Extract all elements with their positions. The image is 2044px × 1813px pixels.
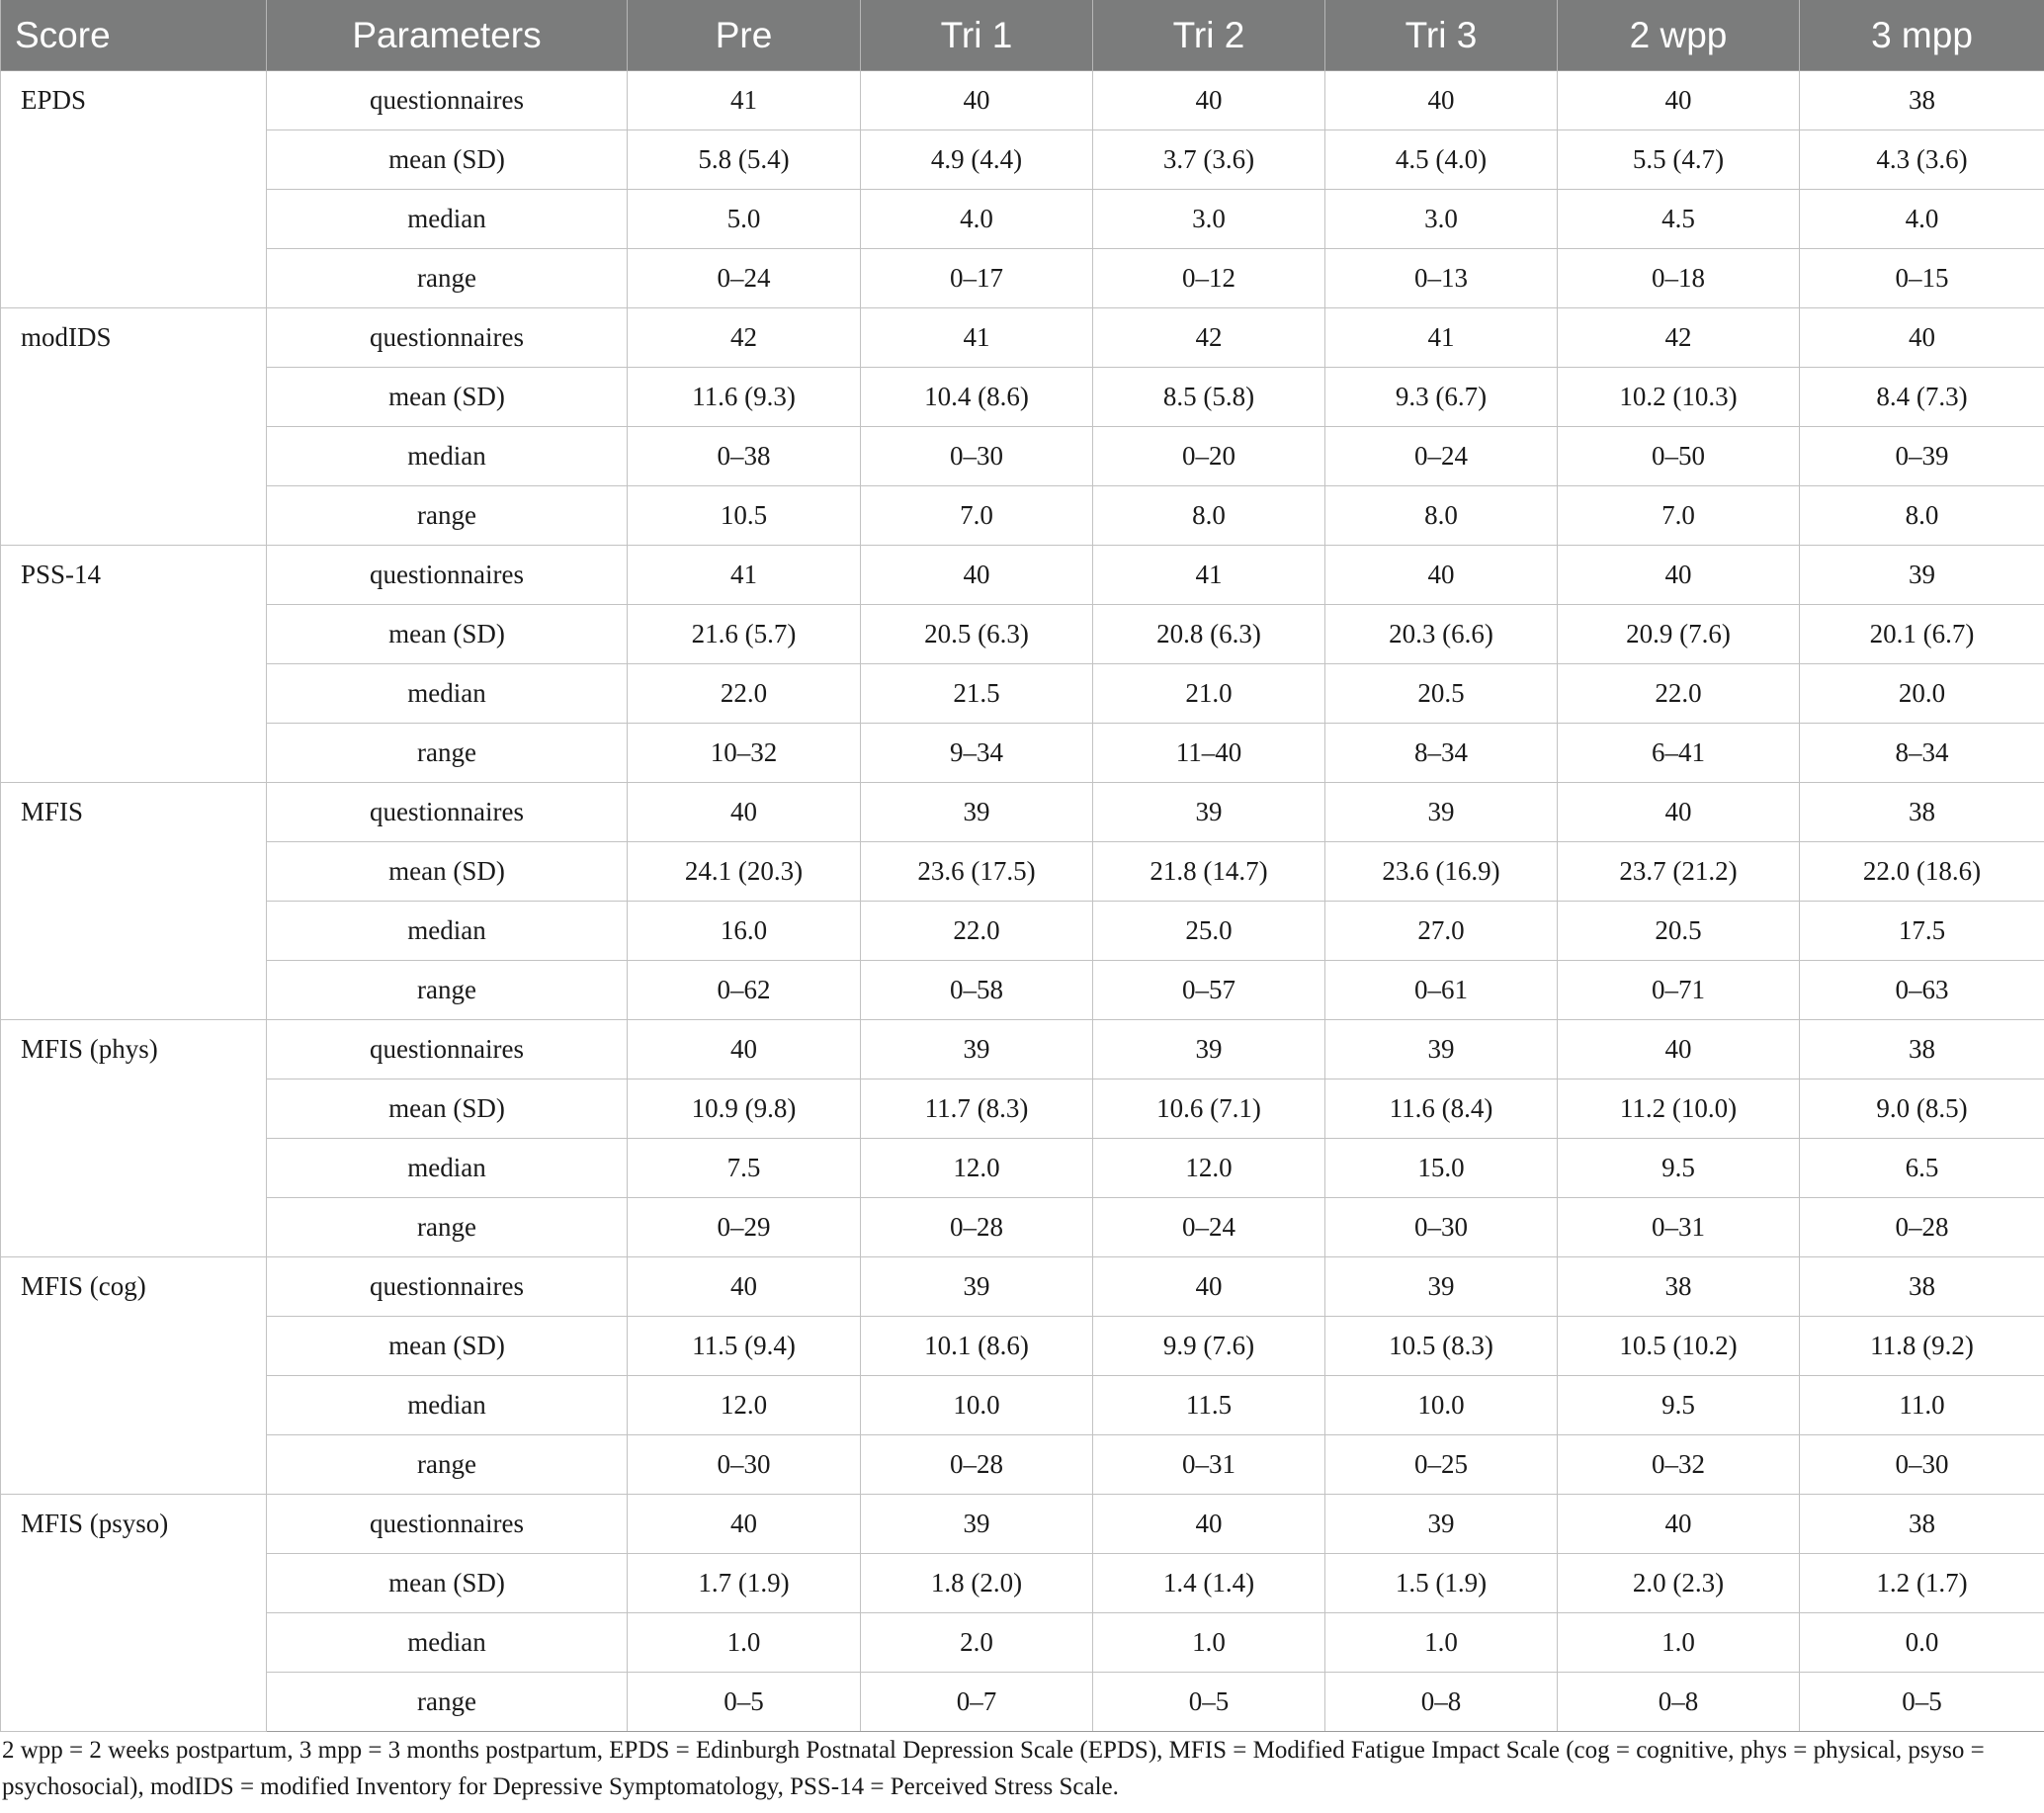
value-cell: 0–61	[1325, 961, 1558, 1020]
value-cell: 39	[1093, 783, 1325, 842]
value-cell: 4.3 (3.6)	[1800, 130, 2044, 190]
value-cell: 10.4 (8.6)	[861, 368, 1093, 427]
value-cell: 39	[1325, 1495, 1558, 1554]
value-cell: 0–13	[1325, 249, 1558, 308]
value-cell: 40	[1093, 1257, 1325, 1317]
table-body	[1, 71, 2044, 1732]
column-header: Parameters	[267, 0, 628, 71]
header-row	[1, 0, 2044, 71]
parameter-label: questionnaires	[267, 546, 628, 605]
table-row	[1, 1376, 2044, 1435]
table-row	[1, 664, 2044, 724]
parameter-label: median	[267, 427, 628, 486]
value-cell: 21.0	[1093, 664, 1325, 724]
value-cell: 38	[1800, 783, 2044, 842]
value-cell: 1.4 (1.4)	[1093, 1554, 1325, 1613]
value-cell: 15.0	[1325, 1139, 1558, 1198]
value-cell: 1.8 (2.0)	[861, 1554, 1093, 1613]
table-row	[1, 130, 2044, 190]
value-cell: 0–58	[861, 961, 1093, 1020]
value-cell: 1.0	[1093, 1613, 1325, 1673]
score-label: EPDS	[1, 71, 267, 308]
value-cell: 22.0	[861, 902, 1093, 961]
table-row	[1, 1495, 2044, 1554]
value-cell: 10.5 (10.2)	[1558, 1317, 1800, 1376]
value-cell: 0–50	[1558, 427, 1800, 486]
value-cell: 38	[1558, 1257, 1800, 1317]
value-cell: 0–32	[1558, 1435, 1800, 1495]
value-cell: 11.6 (8.4)	[1325, 1079, 1558, 1139]
value-cell: 2.0 (2.3)	[1558, 1554, 1800, 1613]
value-cell: 11–40	[1093, 724, 1325, 783]
value-cell: 5.5 (4.7)	[1558, 130, 1800, 190]
value-cell: 20.5	[1325, 664, 1558, 724]
value-cell: 20.8 (6.3)	[1093, 605, 1325, 664]
value-cell: 0–8	[1558, 1673, 1800, 1732]
value-cell: 20.1 (6.7)	[1800, 605, 2044, 664]
value-cell: 0–28	[861, 1198, 1093, 1257]
value-cell: 5.8 (5.4)	[628, 130, 861, 190]
value-cell: 10.0	[1325, 1376, 1558, 1435]
value-cell: 41	[861, 308, 1093, 368]
value-cell: 40	[628, 1020, 861, 1079]
value-cell: 20.0	[1800, 664, 2044, 724]
value-cell: 42	[1093, 308, 1325, 368]
table-row	[1, 1079, 2044, 1139]
table-row	[1, 1139, 2044, 1198]
value-cell: 38	[1800, 1257, 2044, 1317]
score-label: modIDS	[1, 308, 267, 546]
column-header: Tri 2	[1093, 0, 1325, 71]
table-row	[1, 605, 2044, 664]
value-cell: 9.3 (6.7)	[1325, 368, 1558, 427]
value-cell: 0–71	[1558, 961, 1800, 1020]
value-cell: 1.2 (1.7)	[1800, 1554, 2044, 1613]
column-header: Score	[1, 0, 267, 71]
value-cell: 0–20	[1093, 427, 1325, 486]
value-cell: 6.5	[1800, 1139, 2044, 1198]
column-header: 3 mpp	[1800, 0, 2044, 71]
value-cell: 40	[1800, 308, 2044, 368]
value-cell: 10.2 (10.3)	[1558, 368, 1800, 427]
value-cell: 11.8 (9.2)	[1800, 1317, 2044, 1376]
parameter-label: range	[267, 724, 628, 783]
value-cell: 2.0	[861, 1613, 1093, 1673]
parameter-label: range	[267, 1435, 628, 1495]
table-row	[1, 1435, 2044, 1495]
value-cell: 0–28	[1800, 1198, 2044, 1257]
parameter-label: range	[267, 1198, 628, 1257]
value-cell: 39	[1325, 1020, 1558, 1079]
score-label: MFIS (cog)	[1, 1257, 267, 1495]
value-cell: 11.5	[1093, 1376, 1325, 1435]
score-label: MFIS (psyso)	[1, 1495, 267, 1732]
parameter-label: questionnaires	[267, 71, 628, 130]
parameter-label: mean (SD)	[267, 368, 628, 427]
value-cell: 40	[628, 783, 861, 842]
value-cell: 12.0	[1093, 1139, 1325, 1198]
value-cell: 0–28	[861, 1435, 1093, 1495]
value-cell: 0–38	[628, 427, 861, 486]
value-cell: 21.6 (5.7)	[628, 605, 861, 664]
value-cell: 40	[1558, 546, 1800, 605]
table-row	[1, 724, 2044, 783]
table-row	[1, 486, 2044, 546]
table-row	[1, 308, 2044, 368]
value-cell: 10.0	[861, 1376, 1093, 1435]
parameter-label: range	[267, 961, 628, 1020]
value-cell: 0–5	[628, 1673, 861, 1732]
table-row	[1, 1554, 2044, 1613]
value-cell: 40	[628, 1257, 861, 1317]
value-cell: 38	[1800, 71, 2044, 130]
value-cell: 0.0	[1800, 1613, 2044, 1673]
value-cell: 20.5	[1558, 902, 1800, 961]
table-row	[1, 1198, 2044, 1257]
score-label: MFIS (phys)	[1, 1020, 267, 1257]
value-cell: 10–32	[628, 724, 861, 783]
parameter-label: range	[267, 486, 628, 546]
value-cell: 1.0	[1325, 1613, 1558, 1673]
value-cell: 3.0	[1093, 190, 1325, 249]
value-cell: 12.0	[861, 1139, 1093, 1198]
value-cell: 23.6 (17.5)	[861, 842, 1093, 902]
value-cell: 0–57	[1093, 961, 1325, 1020]
value-cell: 40	[1558, 1495, 1800, 1554]
parameter-label: mean (SD)	[267, 605, 628, 664]
table-row	[1, 546, 2044, 605]
value-cell: 9.0 (8.5)	[1800, 1079, 2044, 1139]
value-cell: 1.0	[628, 1613, 861, 1673]
value-cell: 17.5	[1800, 902, 2044, 961]
parameter-label: median	[267, 1376, 628, 1435]
column-header: Pre	[628, 0, 861, 71]
value-cell: 8.5 (5.8)	[1093, 368, 1325, 427]
table-row	[1, 1673, 2044, 1732]
value-cell: 8.4 (7.3)	[1800, 368, 2044, 427]
value-cell: 0–24	[628, 249, 861, 308]
value-cell: 0–12	[1093, 249, 1325, 308]
value-cell: 8.0	[1800, 486, 2044, 546]
value-cell: 4.5 (4.0)	[1325, 130, 1558, 190]
value-cell: 1.7 (1.9)	[628, 1554, 861, 1613]
value-cell: 23.6 (16.9)	[1325, 842, 1558, 902]
value-cell: 41	[1325, 308, 1558, 368]
parameter-label: questionnaires	[267, 308, 628, 368]
value-cell: 7.0	[861, 486, 1093, 546]
value-cell: 0–30	[1800, 1435, 2044, 1495]
value-cell: 10.5	[628, 486, 861, 546]
value-cell: 20.9 (7.6)	[1558, 605, 1800, 664]
parameter-label: mean (SD)	[267, 130, 628, 190]
value-cell: 22.0	[1558, 664, 1800, 724]
value-cell: 41	[628, 71, 861, 130]
value-cell: 41	[1093, 546, 1325, 605]
value-cell: 0–30	[1325, 1198, 1558, 1257]
value-cell: 0–30	[628, 1435, 861, 1495]
value-cell: 40	[628, 1495, 861, 1554]
value-cell: 40	[1093, 71, 1325, 130]
parameter-label: questionnaires	[267, 783, 628, 842]
value-cell: 38	[1800, 1495, 2044, 1554]
value-cell: 39	[1325, 1257, 1558, 1317]
value-cell: 4.0	[1800, 190, 2044, 249]
parameter-label: mean (SD)	[267, 1317, 628, 1376]
value-cell: 40	[1558, 71, 1800, 130]
value-cell: 42	[628, 308, 861, 368]
value-cell: 39	[861, 1495, 1093, 1554]
column-header: Tri 1	[861, 0, 1093, 71]
value-cell: 0–17	[861, 249, 1093, 308]
table-row	[1, 190, 2044, 249]
value-cell: 40	[1325, 546, 1558, 605]
table-row	[1, 783, 2044, 842]
value-cell: 11.5 (9.4)	[628, 1317, 861, 1376]
value-cell: 24.1 (20.3)	[628, 842, 861, 902]
value-cell: 8.0	[1093, 486, 1325, 546]
value-cell: 0–25	[1325, 1435, 1558, 1495]
value-cell: 9.9 (7.6)	[1093, 1317, 1325, 1376]
table-row	[1, 1613, 2044, 1673]
value-cell: 39	[861, 783, 1093, 842]
parameter-label: median	[267, 664, 628, 724]
table-row	[1, 1257, 2044, 1317]
value-cell: 39	[861, 1257, 1093, 1317]
value-cell: 9–34	[861, 724, 1093, 783]
value-cell: 1.5 (1.9)	[1325, 1554, 1558, 1613]
parameter-label: questionnaires	[267, 1257, 628, 1317]
parameter-label: median	[267, 1613, 628, 1673]
table-footnote: 2 wpp = 2 weeks postpartum, 3 mpp = 3 months postpartum, EPDS = Edinburgh Postnatal Depression Scale (EPDS), MFIS = Modified Fatigue Impact Scale (cog = cognitive, phys = physical, psyso = psychosocial), modIDS = modified Inventory for Depressive Symptomatology, PSS-14 = Perceived Stress Scale.	[2, 1737, 1985, 1800]
table-row	[1, 961, 2044, 1020]
value-cell: 10.5 (8.3)	[1325, 1317, 1558, 1376]
value-cell: 11.7 (8.3)	[861, 1079, 1093, 1139]
value-cell: 0–24	[1093, 1198, 1325, 1257]
parameter-label: questionnaires	[267, 1020, 628, 1079]
value-cell: 40	[1325, 71, 1558, 130]
parameter-label: mean (SD)	[267, 842, 628, 902]
value-cell: 0–7	[861, 1673, 1093, 1732]
value-cell: 5.0	[628, 190, 861, 249]
parameter-label: range	[267, 249, 628, 308]
value-cell: 0–39	[1800, 427, 2044, 486]
value-cell: 0–8	[1325, 1673, 1558, 1732]
value-cell: 0–15	[1800, 249, 2044, 308]
value-cell: 40	[861, 546, 1093, 605]
value-cell: 0–62	[628, 961, 861, 1020]
value-cell: 25.0	[1093, 902, 1325, 961]
value-cell: 41	[628, 546, 861, 605]
value-cell: 0–30	[861, 427, 1093, 486]
value-cell: 40	[1558, 1020, 1800, 1079]
value-cell: 16.0	[628, 902, 861, 961]
value-cell: 0–5	[1093, 1673, 1325, 1732]
value-cell: 0–29	[628, 1198, 861, 1257]
value-cell: 4.5	[1558, 190, 1800, 249]
table-row	[1, 842, 2044, 902]
value-cell: 0–5	[1800, 1673, 2044, 1732]
value-cell: 11.6 (9.3)	[628, 368, 861, 427]
value-cell: 10.1 (8.6)	[861, 1317, 1093, 1376]
value-cell: 39	[1325, 783, 1558, 842]
value-cell: 11.0	[1800, 1376, 2044, 1435]
value-cell: 11.2 (10.0)	[1558, 1079, 1800, 1139]
value-cell: 10.9 (9.8)	[628, 1079, 861, 1139]
value-cell: 7.0	[1558, 486, 1800, 546]
value-cell: 40	[1093, 1495, 1325, 1554]
value-cell: 1.0	[1558, 1613, 1800, 1673]
value-cell: 0–31	[1558, 1198, 1800, 1257]
value-cell: 3.7 (3.6)	[1093, 130, 1325, 190]
table-row	[1, 249, 2044, 308]
value-cell: 20.5 (6.3)	[861, 605, 1093, 664]
value-cell: 8–34	[1800, 724, 2044, 783]
value-cell: 40	[861, 71, 1093, 130]
value-cell: 27.0	[1325, 902, 1558, 961]
value-cell: 22.0	[628, 664, 861, 724]
value-cell: 39	[1093, 1020, 1325, 1079]
table-row	[1, 368, 2044, 427]
value-cell: 0–31	[1093, 1435, 1325, 1495]
value-cell: 9.5	[1558, 1139, 1800, 1198]
table-row	[1, 427, 2044, 486]
score-label: PSS-14	[1, 546, 267, 783]
table-row	[1, 71, 2044, 130]
table-row	[1, 902, 2044, 961]
value-cell: 21.5	[861, 664, 1093, 724]
value-cell: 4.9 (4.4)	[861, 130, 1093, 190]
value-cell: 23.7 (21.2)	[1558, 842, 1800, 902]
value-cell: 9.5	[1558, 1376, 1800, 1435]
parameter-label: mean (SD)	[267, 1079, 628, 1139]
value-cell: 3.0	[1325, 190, 1558, 249]
parameter-label: median	[267, 1139, 628, 1198]
value-cell: 7.5	[628, 1139, 861, 1198]
value-cell: 0–18	[1558, 249, 1800, 308]
value-cell: 10.6 (7.1)	[1093, 1079, 1325, 1139]
value-cell: 6–41	[1558, 724, 1800, 783]
value-cell: 40	[1558, 783, 1800, 842]
value-cell: 8–34	[1325, 724, 1558, 783]
column-header: 2 wpp	[1558, 0, 1800, 71]
value-cell: 20.3 (6.6)	[1325, 605, 1558, 664]
score-label: MFIS	[1, 783, 267, 1020]
value-cell: 21.8 (14.7)	[1093, 842, 1325, 902]
table-row	[1, 1317, 2044, 1376]
value-cell: 8.0	[1325, 486, 1558, 546]
value-cell: 0–24	[1325, 427, 1558, 486]
parameter-label: mean (SD)	[267, 1554, 628, 1613]
table-row	[1, 1020, 2044, 1079]
parameter-label: questionnaires	[267, 1495, 628, 1554]
value-cell: 42	[1558, 308, 1800, 368]
value-cell: 12.0	[628, 1376, 861, 1435]
value-cell: 0–63	[1800, 961, 2044, 1020]
value-cell: 38	[1800, 1020, 2044, 1079]
parameter-label: median	[267, 190, 628, 249]
parameter-label: median	[267, 902, 628, 961]
value-cell: 39	[1800, 546, 2044, 605]
value-cell: 39	[861, 1020, 1093, 1079]
value-cell: 4.0	[861, 190, 1093, 249]
parameter-label: range	[267, 1673, 628, 1732]
value-cell: 22.0 (18.6)	[1800, 842, 2044, 902]
column-header: Tri 3	[1325, 0, 1558, 71]
